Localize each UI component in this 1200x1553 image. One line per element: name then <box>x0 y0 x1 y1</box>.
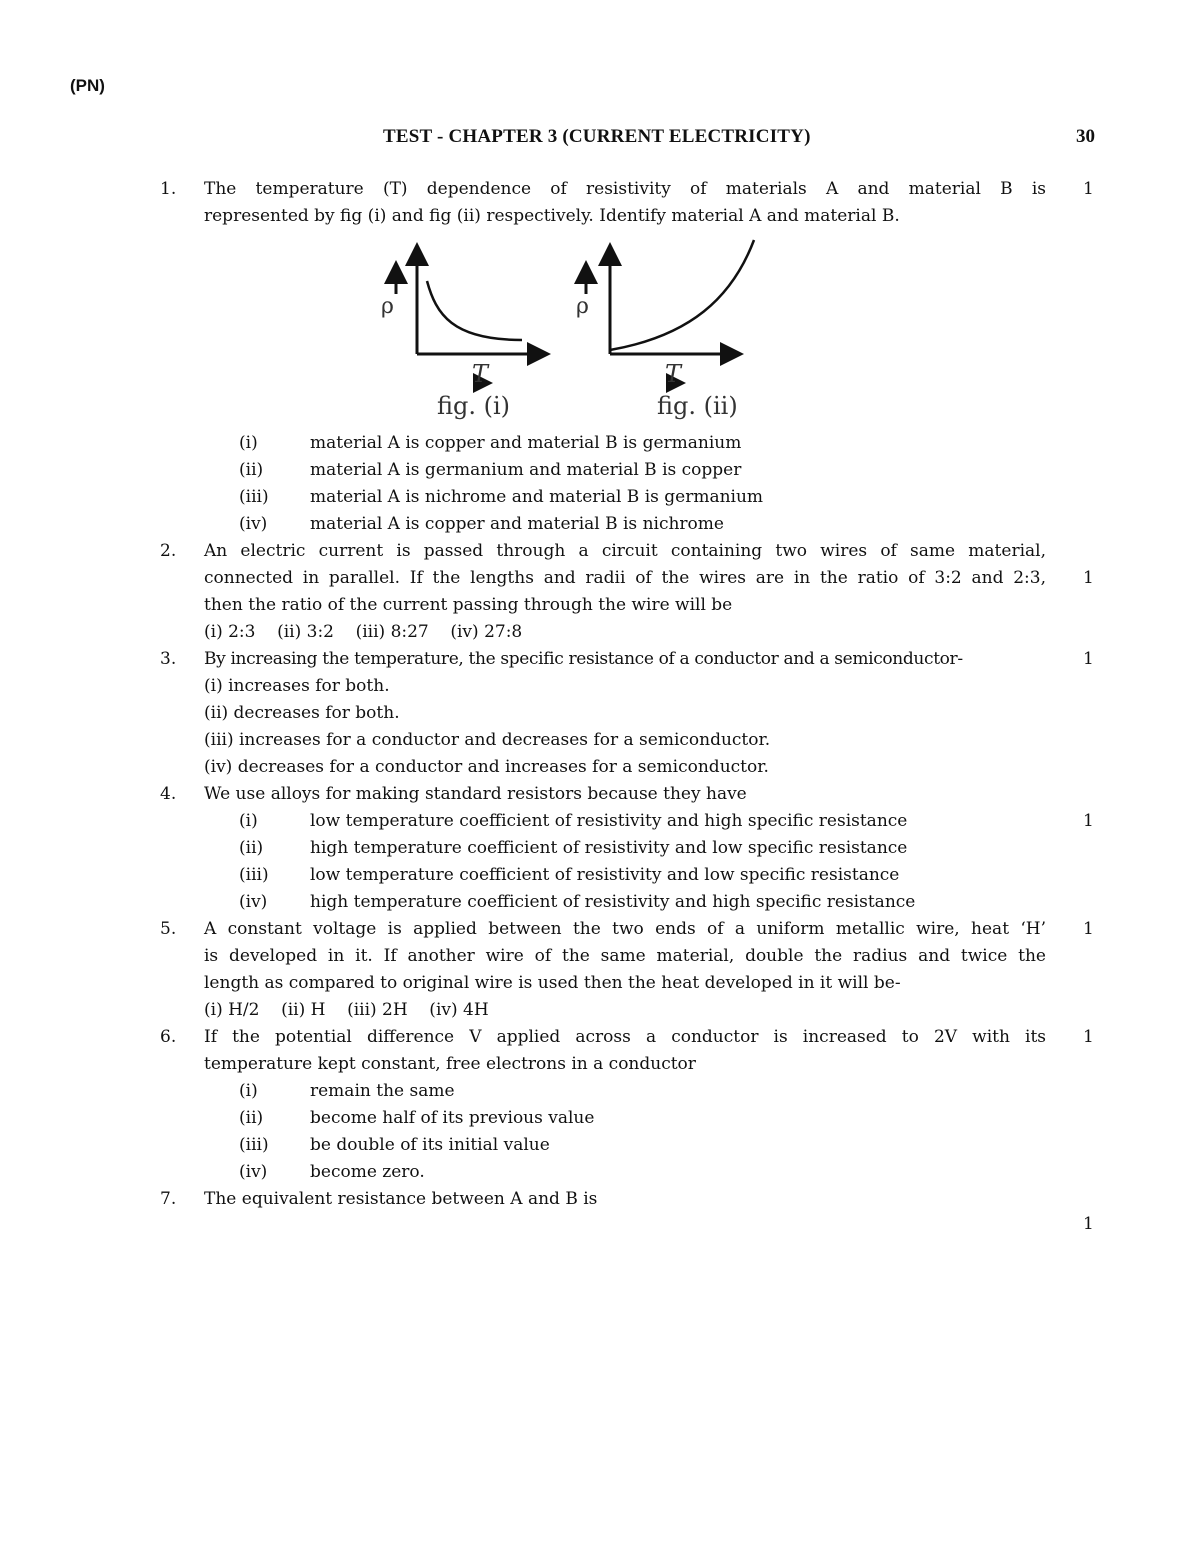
t-axis-label: T <box>472 360 489 388</box>
option-text: material A is copper and material B is germanium <box>310 433 742 453</box>
question-text: temperature kept constant, free electrons in a conductor <box>204 1054 696 1074</box>
question-number: 3. <box>160 649 177 669</box>
question-marks: 1 <box>1083 919 1094 939</box>
option-text: become half of its previous value <box>310 1108 595 1128</box>
question-text: By increasing the temperature, the specific resistance of a conductor and a semiconductor- <box>204 649 963 669</box>
option-text: become zero. <box>310 1162 425 1182</box>
t-axis-label: T <box>665 360 682 388</box>
option-label: (ii) <box>239 460 264 480</box>
fig-ii-caption: fig. (ii) <box>657 392 738 420</box>
question-marks: 1 <box>1083 811 1094 831</box>
option-label: (i) <box>239 433 258 453</box>
question-marks: 1 <box>1083 1027 1094 1047</box>
option-text: material A is germanium and material B is copper <box>310 460 742 480</box>
rho-label: ρ <box>381 294 394 319</box>
question-text: is developed in it. If another wire of the same material, double the radius and twice the <box>204 946 1046 966</box>
question-marks: 1 <box>1083 1214 1094 1234</box>
options-inline: (i) H/2 (ii) H (iii) 2H (iv) 4H <box>204 1000 489 1020</box>
question-number: 4. <box>160 784 177 804</box>
option-text: low temperature coefficient of resistivity and low specific resistance <box>310 865 900 885</box>
option-text: low temperature coefficient of resistivity and high specific resistance <box>310 811 908 831</box>
option-text: high temperature coefficient of resistivity and low specific resistance <box>310 838 908 858</box>
option-label: (iv) <box>239 514 268 534</box>
option-text: material A is nichrome and material B is germanium <box>310 487 764 507</box>
question-number: 2. <box>160 541 177 561</box>
option-label: (iii) <box>239 1135 269 1155</box>
option-text: high temperature coefficient of resistivity and high specific resistance <box>310 892 916 912</box>
question-marks: 1 <box>1083 568 1094 588</box>
option-label: (iv) <box>239 1162 268 1182</box>
question-text: then the ratio of the current passing through the wire will be <box>204 595 733 615</box>
fig-i-caption: fig. (i) <box>437 392 511 420</box>
option-text: (i) increases for both. <box>204 676 390 696</box>
question-marks: 1 <box>1083 649 1094 669</box>
option-label: (ii) <box>239 1108 264 1128</box>
question-text: If the potential difference V applied across a conductor is increased to 2V with its <box>204 1027 1046 1047</box>
question-text: We use alloys for making standard resistors because they have <box>204 784 747 804</box>
option-label: (ii) <box>239 838 264 858</box>
option-label: (iii) <box>239 865 269 885</box>
question-text: connected in parallel. If the lengths and radii of the wires are in the ratio of 3:2 and 2:3, <box>204 568 1046 588</box>
question-text: length as compared to original wire is used then the heat developed in it will be- <box>204 973 901 993</box>
options-inline: (i) 2:3 (ii) 3:2 (iii) 8:27 (iv) 27:8 <box>204 622 523 642</box>
question-number: 5. <box>160 919 177 939</box>
option-label: (i) <box>239 1081 258 1101</box>
option-label: (i) <box>239 811 258 831</box>
option-label: (iii) <box>239 487 269 507</box>
total-marks: 30 <box>1076 126 1095 147</box>
option-label: (iv) <box>239 892 268 912</box>
question-text: represented by fig (i) and fig (ii) respectively. Identify material A and material B. <box>204 206 900 226</box>
question-text: The equivalent resistance between A and B is <box>204 1189 598 1209</box>
option-text: (iv) decreases for a conductor and increases for a semiconductor. <box>204 757 769 777</box>
fig-i-graph <box>396 248 545 383</box>
option-text: material A is copper and material B is nichrome <box>310 514 724 534</box>
option-text: (ii) decreases for both. <box>204 703 400 723</box>
paper-code: (PN) <box>70 76 105 95</box>
question-number: 7. <box>160 1189 177 1209</box>
question-number: 6. <box>160 1027 177 1047</box>
option-text: remain the same <box>310 1081 455 1101</box>
question-marks: 1 <box>1083 179 1094 199</box>
rho-label: ρ <box>576 294 589 319</box>
fig-ii-curve <box>610 240 754 350</box>
test-title: TEST - CHAPTER 3 (CURRENT ELECTRICITY) <box>383 126 811 147</box>
question-number: 1. <box>160 179 177 199</box>
option-text: be double of its initial value <box>310 1135 550 1155</box>
fig-i-curve <box>427 281 522 340</box>
question-text: The temperature (T) dependence of resistivity of materials A and material B is <box>204 179 1046 199</box>
question-text: A constant voltage is applied between the two ends of a uniform metallic wire, heat ‘H’ <box>204 919 1046 939</box>
option-text: (iii) increases for a conductor and decreases for a semiconductor. <box>204 730 771 750</box>
question-text: An electric current is passed through a circuit containing two wires of same material, <box>204 541 1046 561</box>
